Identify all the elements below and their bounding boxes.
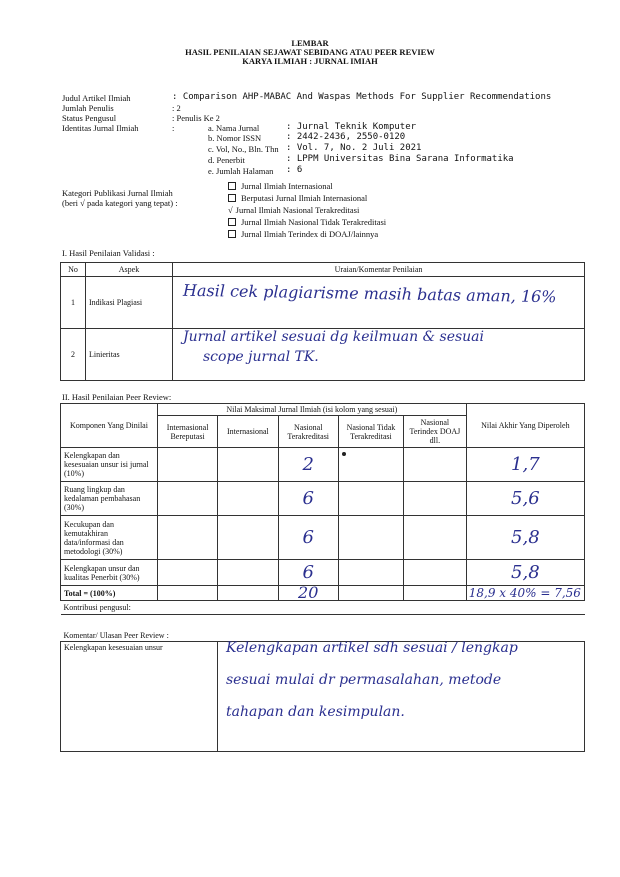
nilai-akhir: 5,6 xyxy=(466,482,584,516)
nilai-nasional: 6 xyxy=(278,516,338,560)
col-no: No xyxy=(61,263,86,277)
table-row xyxy=(61,482,585,516)
kategori-option-5[interactable]: Jurnal Ilmiah Terindex di DOAJ/lainnya xyxy=(228,229,378,239)
table-row xyxy=(61,516,585,560)
komentar-line-1: Kelengkapan artikel sdh sesuai / lengkap xyxy=(226,640,518,656)
subcol-nasional-terindex: Nasional Terindex DOAJ dll. xyxy=(404,416,467,448)
section1-title: I. Hasil Penilaian Validasi : xyxy=(62,248,155,258)
nama-jurnal-value: : Jurnal Teknik Komputer xyxy=(286,122,417,132)
jumlah-value: : 2 xyxy=(172,103,181,113)
nilai-maksimal-header: Nilai Maksimal Jurnal Ilmiah (isi kolom yang sesuai) xyxy=(157,404,466,416)
checkbox-icon xyxy=(228,230,236,238)
halaman-label: e. Jumlah Halaman xyxy=(208,166,274,176)
table-row xyxy=(61,329,585,381)
table-row xyxy=(61,277,585,329)
vol-value: : Vol. 7, No. 2 Juli 2021 xyxy=(286,143,422,153)
vol-label: c. Vol, No., Bln. Thn xyxy=(208,144,279,154)
nama-jurnal-label: a. Nama Jurnal xyxy=(208,123,260,133)
kategori-label: Kategori Publikasi Jurnal Ilmiah xyxy=(62,188,173,198)
col-aspek: Aspek xyxy=(86,263,173,277)
subcol-nasional-terakreditasi: Nasional Terakreditasi xyxy=(278,416,338,448)
judul-label: Judul Artikel Ilmiah xyxy=(62,93,131,103)
total-akhir: 18,9 x 40% = 7,56 xyxy=(466,586,584,601)
row-no: 1 xyxy=(61,277,86,329)
status-value: : Penulis Ke 2 xyxy=(172,113,220,123)
checkmark-icon: √ xyxy=(228,205,233,215)
nilai-nasional: 6 xyxy=(278,482,338,516)
kontribusi-label: Kontribusi pengusul: xyxy=(61,601,585,615)
komponen-label: Kecukupan dan kemutakhiran data/informasi dan metodologi (30%) xyxy=(61,516,158,560)
jumlah-label: Jumlah Penulis xyxy=(62,103,114,113)
subcol-nasional-tidak-terakreditasi: Nasional Tidak Terakreditasi xyxy=(338,416,403,448)
total-label: Total = (100%) xyxy=(61,586,158,601)
peer-review-table xyxy=(60,403,585,615)
section2-title: II. Hasil Penilaian Peer Review: xyxy=(62,392,172,402)
total-nasional: 20 xyxy=(278,586,338,601)
row-aspek: Indikasi Plagiasi xyxy=(86,277,173,329)
issn-label: b. Nomor ISSN xyxy=(208,133,262,143)
row-aspek: Linieritas xyxy=(86,329,173,381)
komponen-label: Kelengkapan dan kesesuaian unsur isi jurnal (10%) xyxy=(61,448,158,482)
identitas-colon: : xyxy=(172,123,175,133)
komentar-title: Komentar/ Ulasan Peer Review : xyxy=(61,630,585,642)
checkbox-icon xyxy=(228,182,236,190)
row-no: 2 xyxy=(61,329,86,381)
komponen-label: Ruang lingkup dan kedalaman pembahasan (30%) xyxy=(61,482,158,516)
dot-mark xyxy=(342,452,346,456)
komentar-table xyxy=(60,630,585,752)
plagiasi-comment: Hasil cek plagiarisme masih batas aman, 16% xyxy=(182,280,557,307)
penerbit-value: : LPPM Universitas Bina Sarana Informatika xyxy=(286,154,514,164)
nilai-akhir: 5,8 xyxy=(466,516,584,560)
table-row xyxy=(61,560,585,586)
kategori-option-2[interactable]: Berputasi Jurnal Ilmiah Internasional xyxy=(228,193,367,203)
komponen-header: Komponen Yang Dinilai xyxy=(61,404,158,448)
linieritas-comment-1: Jurnal artikel sesuai dg keilmuan & sesuai xyxy=(183,329,485,345)
doc-heading-title: HASIL PENILAIAN SEJAWAT SEBIDANG ATAU PEER REVIEW xyxy=(185,47,435,57)
kategori-instruction: (beri √ pada kategori yang tepat) : xyxy=(62,198,178,208)
kategori-option-3[interactable]: √ Jurnal Ilmiah Nasional Terakreditasi xyxy=(228,205,360,215)
komentar-line-2: sesuai mulai dr permasalahan, metode xyxy=(226,672,502,688)
komponen-label: Kelengkapan unsur dan kualitas Penerbit (30%) xyxy=(61,560,158,586)
validasi-table xyxy=(60,262,585,381)
table-row xyxy=(61,448,585,482)
row-comment-cell xyxy=(173,329,585,381)
komentar-cell xyxy=(218,642,585,752)
subcol-internasional: Internasional xyxy=(218,416,278,448)
nilai-akhir-header: Nilai Akhir Yang Diperoleh xyxy=(466,404,584,448)
checkbox-icon xyxy=(228,194,236,202)
col-uraian: Uraian/Komentar Penilaian xyxy=(173,263,585,277)
komentar-label: Kelengkapan kesesuaian unsur xyxy=(61,642,218,752)
row-comment-cell xyxy=(173,277,585,329)
identitas-label: Identitas Jurnal Ilmiah xyxy=(62,123,139,133)
komentar-line-3: tahapan dan kesimpulan. xyxy=(226,704,405,720)
nilai-akhir: 1,7 xyxy=(466,448,584,482)
judul-value: : Comparison AHP-MABAC And Waspas Methods For Supplier Recommendations xyxy=(172,92,552,102)
nilai-nasional: 2 xyxy=(278,448,338,482)
penerbit-label: d. Penerbit xyxy=(208,155,245,165)
status-label: Status Pengusul xyxy=(62,113,117,123)
doc-heading-lembar: LEMBAR xyxy=(291,38,329,48)
nilai-akhir: 5,8 xyxy=(466,560,584,586)
doc-heading-subtitle: KARYA ILMIAH : JURNAL IMIAH xyxy=(242,56,378,66)
kategori-option-4[interactable]: Jurnal Ilmiah Nasional Tidak Terakreditasi xyxy=(228,217,386,227)
issn-value: : 2442-2436, 2550-0120 xyxy=(286,132,406,142)
subcol-internasional-bereputasi: Internasional Bereputasi xyxy=(157,416,217,448)
checkbox-icon xyxy=(228,218,236,226)
total-row xyxy=(61,586,585,601)
kategori-option-1[interactable]: Jurnal Ilmiah Internasional xyxy=(228,181,333,191)
nilai-nasional: 6 xyxy=(278,560,338,586)
linieritas-comment-2: scope jurnal TK. xyxy=(203,349,319,365)
halaman-value: : 6 xyxy=(286,165,303,175)
